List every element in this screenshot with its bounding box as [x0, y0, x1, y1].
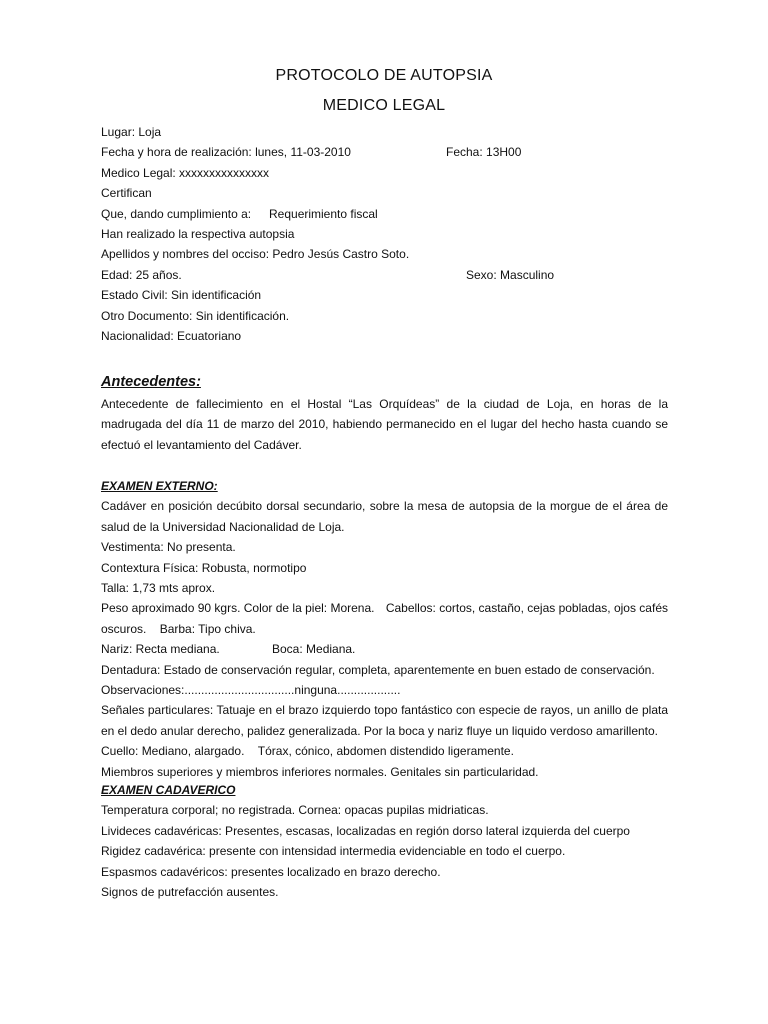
posicion-text: Cadáver en posición decúbito dorsal secundario, sobre la mesa de autopsia de la morgue de el área de salud de la Universidad Nacionalidad de Loja. [101, 499, 668, 534]
que-dando-line [101, 204, 668, 224]
antecedentes-text: Antecedente de fallecimiento en el Hostal “Las Orquídeas” de la ciudad de Loja, en horas de la madrugada del día 11 de marzo del 2010, habiendo permanecido en el lugar del hecho hasta cuando se efectuó el levantamiento del Cadáver. [101, 397, 668, 452]
livideces-line: Livideces cadavéricas: Presentes, escasas, localizadas en región dorso lateral izquierda del cuerpo [101, 823, 630, 838]
medico-legal-line: Medico Legal: xxxxxxxxxxxxxxx [101, 165, 270, 180]
antecedentes-heading: Antecedentes: [101, 374, 201, 390]
han-realizado-line: Han realizado la respectiva autopsia [101, 226, 295, 241]
certifican-line: Certifican [101, 186, 152, 201]
nariz-line [101, 639, 668, 659]
edad-line [101, 265, 668, 285]
contextura-line: Contextura Física: Robusta, normotipo [101, 560, 307, 575]
barba-value: Barba: Tipo chiva. [159, 621, 256, 636]
edad-value: Edad: 25 años. [101, 267, 182, 282]
talla-line: Talla: 1,73 mts aprox. [101, 580, 216, 595]
info-block [101, 122, 668, 346]
estado-civil-line: Estado Civil: Sin identificación [101, 288, 262, 303]
antecedentes-section [101, 372, 668, 455]
espasmos-line: Espasmos cadavéricos: presentes localizado en brazo derecho. [101, 864, 441, 879]
peso-line [101, 598, 668, 618]
document-subtitle: MEDICO LEGAL [322, 97, 446, 114]
sexo-value: Sexo: Masculino [466, 267, 555, 282]
examen-cadaverico-heading: EXAMEN CADAVERICO [101, 783, 236, 797]
document-title: PROTOCOLO DE AUTOPSIA [275, 67, 493, 84]
lugar-line: Lugar: Loja [101, 125, 162, 139]
cuello-value: Cuello: Mediano, alargado. [101, 744, 245, 759]
oscuros-line [101, 619, 668, 639]
fecha-line [101, 142, 668, 162]
cabellos-value: Cabellos: cortos, castaño, cejas pobladas, ojos cafés [385, 601, 668, 616]
requerimiento-value: Requerimiento fiscal [269, 206, 378, 221]
torax-value: Tórax, cónico, abdomen distendido ligeramente. [257, 744, 514, 759]
fecha-hora: Fecha: 13H00 [446, 145, 522, 160]
vestimenta-line: Vestimenta: No presenta. [101, 540, 236, 555]
fecha-realizacion: Fecha y hora de realización: lunes, 11-03-2010 [101, 145, 351, 160]
senales-text: Señales particulares: Tatuaje en el brazo izquierdo topo fantástico con especie de rayos, un anillo de plata en el dedo anular derecho, palidez generalizada. Por la boca y nariz fluye un liquido verdoso amarillento. [101, 703, 668, 738]
temperatura-line: Temperatura corporal; no registrada. Cornea: opacas pupilas midriaticas. [101, 803, 489, 818]
nariz-value: Nariz: Recta mediana. [101, 642, 220, 657]
oscuros-value: oscuros. [101, 621, 147, 636]
examen-externo-heading: EXAMEN EXTERNO: [101, 479, 218, 493]
otro-documento-line: Otro Documento: Sin identificación. [101, 308, 290, 323]
boca-value: Boca: Mediana. [272, 642, 356, 657]
peso-value: Peso aproximado 90 kgrs. Color de la piel: Morena. [101, 601, 375, 616]
examen-externo-section [101, 476, 668, 782]
que-dando-label: Que, dando cumplimiento a: [101, 206, 252, 221]
apellidos-line: Apellidos y nombres del occiso: Pedro Jesús Castro Soto. [101, 247, 410, 262]
observaciones-line: Observaciones:.................................ninguna................... [101, 682, 401, 697]
examen-cadaverico-section [101, 780, 668, 902]
cuello-line [101, 741, 668, 761]
miembros-line: Miembros superiores y miembros inferiores normales. Genitales sin particularidad. [101, 764, 539, 779]
nacionalidad-line: Nacionalidad: Ecuatoriano [101, 328, 242, 343]
dentadura-line: Dentadura: Estado de conservación regular, completa, aparentemente en buen estado de conservación. [101, 662, 655, 677]
rigidez-line: Rigidez cadavérica: presente con intensidad intermedia evidenciable en todo el cuerpo. [101, 844, 566, 859]
signos-line: Signos de putrefacción ausentes. [101, 884, 279, 899]
